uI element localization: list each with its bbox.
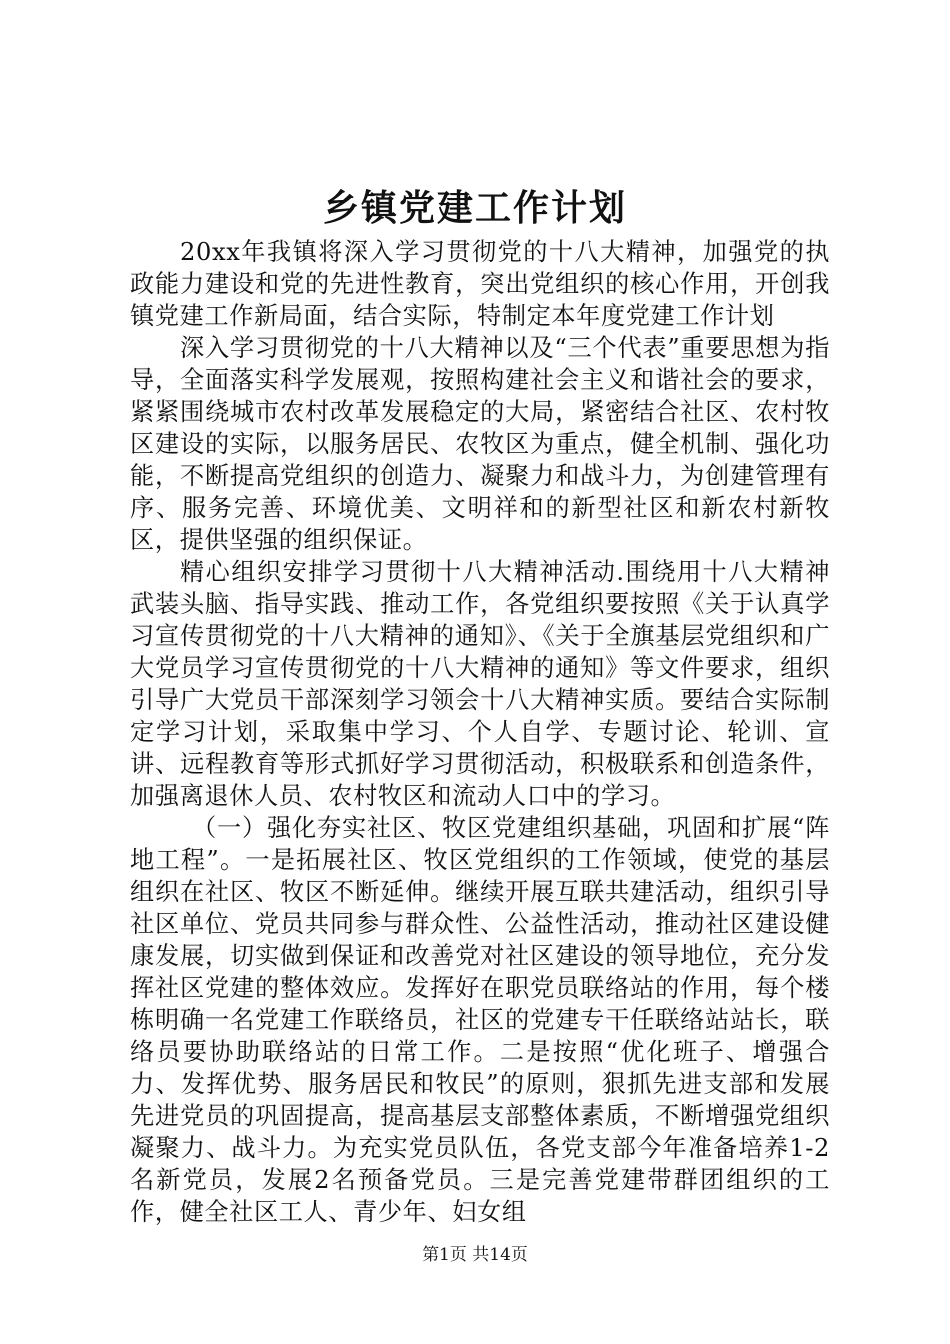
page-footer: 第1页 共14页 — [422, 1245, 528, 1265]
document-body — [130, 236, 830, 1228]
paragraph-section-one: （一）强化夯实社区、牧区党建组织基础，巩固和扩展“阵地工程”。一是拓展社区、牧区党组织的工作领域，使党的基层组织在社区、牧区不断延伸。继续开展互联共建活动，组织引导社区单位、党员共同参与群众性、公益性活动，推动社区建设健康发展，切实做到保证和改善党对社区建设的领导地位，充分发挥社区党建的整体效应。发挥好在职党员联络站的作用，每个楼栋明确一名党建工作联络员，社区的党建专干任联络站站长，联络员要协助联络站的日常工作。二是按照“优化班子、增强合力、发挥优势、服务居民和牧民”的原则，狠抓先进支部和发展先进党员的巩固提高，提高基层支部整体素质，不断增强党组织凝聚力、战斗力。为充实党员队伍，各党支部今年准备培养1-2名新党员，发展2名预备党员。三是完善党建带群团组织的工作，健全社区工人、青少年、妇女组 — [130, 814, 830, 1226]
paragraph-intro: 20xx年我镇将深入学习贯彻党的十八大精神，加强党的执政能力建设和党的先进性教育，突出党组织的核心作用，开创我镇党建工作新局面，结合实际，特制定本年度党建工作计划 — [130, 238, 830, 330]
document-title: 乡镇党建工作计划 — [322, 187, 627, 229]
paragraph-guiding-ideology: 深入学习贯彻党的十八大精神以及“三个代表”重要思想为指导，全面落实科学发展观，按照构建社会主义和谐社会的要求，紧紧围绕城市农村改革发展稳定的大局，紧密结合社区、农村牧区建设的实际，以服务居民、农牧区为重点，健全机制、强化功能，不断提高党组织的创造力、凝聚力和战斗力，为创建管理有序、服务完善、环境优美、文明祥和的新型社区和新农村新牧区，提供坚强的组织保证。 — [130, 334, 830, 554]
paragraph-study-activities: 精心组织安排学习贯彻十八大精神活动.围绕用十八大精神武装头脑、指导实践、推动工作，各党组织要按照《关于认真学习宣传贯彻党的十八大精神的通知》、《关于全旗基层党组织和广大党员学习宣传贯彻党的十八大精神的通知》等文件要求，组织引导广大党员干部深刻学习领会十八大精神实质。要结合实际制定学习计划，采取集中学习、个人自学、专题讨论、轮训、宣讲、远程教育等形式抓好学习贯彻活动，积极联系和创造条件，加强离退休人员、农村牧区和流动人口中的学习。 — [130, 558, 830, 810]
